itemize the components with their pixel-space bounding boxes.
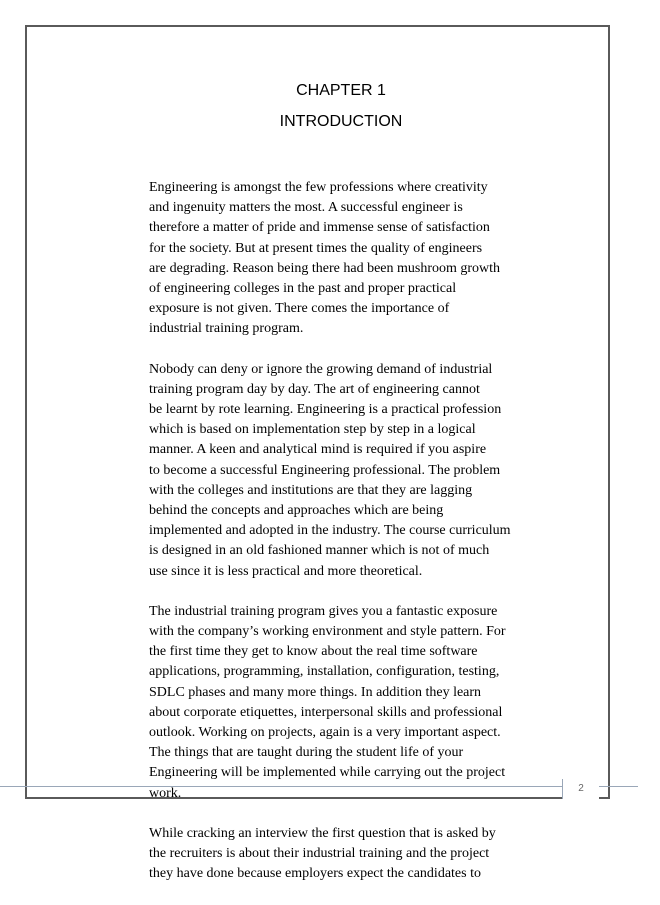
paragraph-4: While cracking an interview the first question that is asked by the recruiters is about their industrial training and the project they have done because employers expect the candidates to — [149, 825, 496, 882]
paragraph-1: Engineering is amongst the few professions where creativity and ingenuity matters the most. A successful engineer is therefore a matter of pride and immense sense of satisfaction for the society. But at present times the quality of engineers are degrading. Reason being there had been mushroom growth of engineering colleges in the past and proper practical exposure is not given. There comes the importance of industrial training program. — [149, 180, 501, 337]
paragraph-2: Nobody can deny or ignore the growing demand of industrial training program day by day. The art of engineering cannot be learnt by rote learning. Engineering is a practical profession which is based on implementation step by step in a logical manner. A keen and analytical mind is required if you aspire to become a successful Engineering professional. The problem with the colleges and institutions are that they are lagging behind the concepts and approaches which are being implemented and adopted in the industry. The course curriculum is designed in an old fashioned manner which is not of much use since it is less practical and more theoretical. — [149, 361, 511, 579]
page-number: 2 — [562, 779, 599, 799]
body-text — [149, 178, 619, 905]
paragraph-3: The industrial training program gives you a fantastic exposure with the company’s working environment and style pattern. For the first time they get to know about the real time software applications, programming, installation, configuration, testing, SDLC phases and many more things. In addition they learn about corporate etiquettes, interpersonal skills and professional outlook. Working on projects, again is a very important aspect. The things that are taught during the student life of your Engineering will be implemented while carrying out the project work. — [149, 603, 506, 801]
chapter-number: CHAPTER 1 — [296, 82, 386, 99]
footer-rule — [0, 786, 638, 787]
chapter-title: INTRODUCTION — [279, 113, 403, 130]
